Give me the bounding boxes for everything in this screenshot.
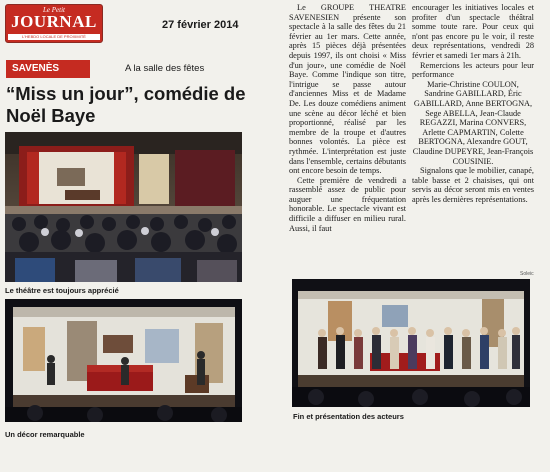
audience-photo xyxy=(5,132,242,282)
logo-prefix: Le Petit xyxy=(43,6,65,14)
publication-date: 27 février 2014 xyxy=(162,19,239,31)
caption-stage-set-photo: Un décor remarquable xyxy=(5,430,85,439)
caption-actors-photo: Fin et présentation des acteurs xyxy=(293,412,404,421)
article-headline: “Miss un jour”, comédie de Noël Baye xyxy=(6,83,246,126)
article-column-1 xyxy=(289,3,406,233)
section-rubric: SAVENÈS xyxy=(6,60,90,78)
logo-tagline: L'HEBDO LOCALE DE PROXIMITÉ xyxy=(8,34,100,40)
article-column-2 xyxy=(412,3,534,204)
newspaper-logo xyxy=(5,4,103,43)
stage-set-drawing xyxy=(5,299,242,422)
article-paragraph: Signalons que le mobilier, canapé, table basse et 2 chaisises, qui ont servis au décor seront mis en ventes après les dernières représentations. xyxy=(412,166,534,204)
article-paragraph: Remercions les acteurs pour leur performance xyxy=(412,60,534,80)
caption-audience-photo: Le théâtre est toujours apprécié xyxy=(5,286,119,295)
actors-curtain-call-photo xyxy=(292,279,530,407)
audience-photo-drawing xyxy=(5,132,242,282)
author-signature: Soleic xyxy=(520,271,534,277)
actors-list: Marie-Christine COULON, Sandrine GABILLARD, Éric GABILLARD, Anne BERTOGNA, Sege ABELLA, Jean-Claude REGAZZI, Marina CONVERS, Arlette CAPMARTIN, Colette BERTOGNA, Alexandre GOUT, Claudine DUPEYRE, Jean-François COUSINIE. xyxy=(412,79,534,166)
stage-set-photo xyxy=(5,299,242,422)
actors-curtain-call-drawing xyxy=(292,279,530,407)
logo-title: JOURNAL xyxy=(11,12,97,31)
article-paragraph: Le GROUPE THEATRE SAVENESIEN présente son spectacle à la salle des fêtes du 21 février au 1er mars. Cette année, après 15 pièces déjà présentées depuis 1997, ils ont choisi « Miss d'un jour», une comédie de Noël Baye. Comme l'indique son titre, l'intrigue se passe autour d'anciennes Miss et de Madame De. Les douze comédiens animent une scène au décor léché et bien proportionné, réalisé par les membre de la troupe et d'autres bonnes volontés. La pièce est rythmée. L'interprétation est juste dans l'ensemble, certains débutants ont encore besoin de temps. xyxy=(289,3,406,176)
article-paragraph: encourager les initiatives locales et profiter d'un spectacle théâtral somme toute rare. Pour ceux qui n'ont pas encore pu le voir, il reste deux représentations, vendredi 28 février et samedi 1er mars à 21h. xyxy=(412,3,534,60)
article-kicker: A la salle des fêtes xyxy=(125,63,205,74)
article-paragraph: Cette première de vendredi a rassemblé assez de public pour auguer une fréquentation honorable. Le spectacle vivant est difficile a diffuser en milieu rural. Aussi, il faut xyxy=(289,175,406,233)
